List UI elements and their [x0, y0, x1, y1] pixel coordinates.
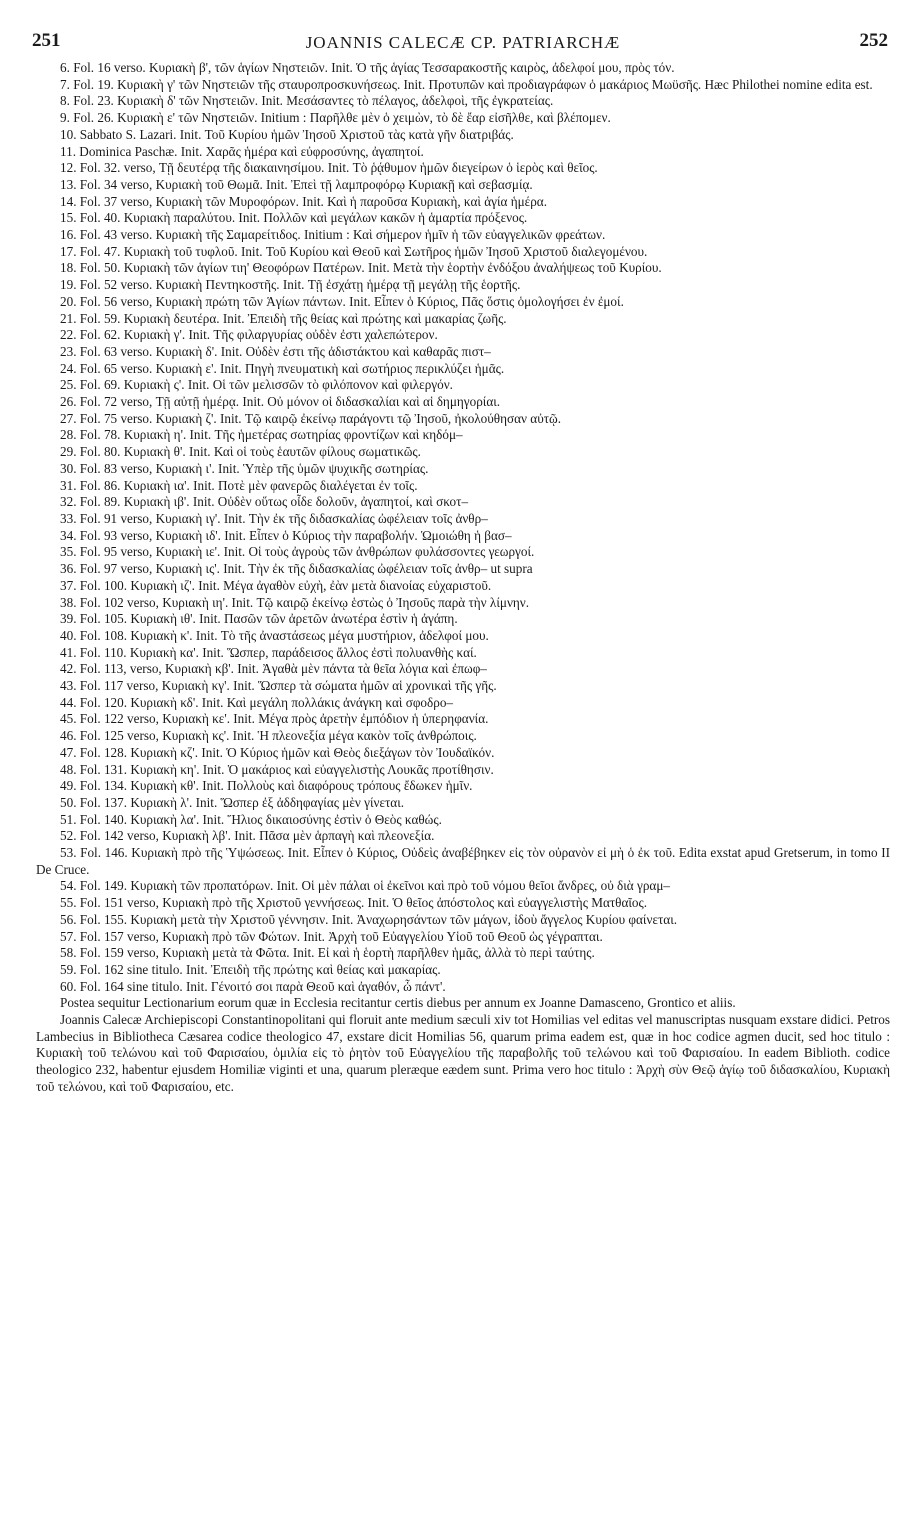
- postscript-paragraph: Postea sequitur Lectionarium eorum quæ in Ecclesia recitantur certis diebus per annum ex Joanne Damasceno, Grontico et aliis.: [60, 995, 736, 1011]
- homily-entry: 31. Fol. 86. Κυριακὴ ια'. Init. Ποτὲ μὲν φανερῶς διαλέγεται ἐν τοῖς.: [60, 477, 418, 493]
- homily-entry: 46. Fol. 125 verso, Κυριακὴ κς'. Init. Ἡ πλεονεξία μέγα κακὸν τοῖς ἀνθρώποις.: [60, 728, 477, 744]
- homily-entry: 49. Fol. 134. Κυριακὴ κθ'. Init. Πολλοὺς καὶ διαφόρους τρόπους ἔδωκεν ἡμῖν.: [60, 778, 473, 794]
- homily-entry: 6. Fol. 16 verso. Κυριακὴ β', τῶν ἁγίων Νηστειῶν. Init. Ὁ τῆς ἁγίας Τεσσαρακοστῆς καιρὸς, ἀδελφοί μου, πρὸς τόν.: [60, 60, 675, 75]
- homily-entry: 9. Fol. 26. Κυριακὴ ε' τῶν Νηστειῶν. Initium : Παρῆλθε μὲν ὁ χειμὼν, τὸ δὲ ἔαρ εἰσῆλθε, καὶ βλέπομεν.: [60, 110, 611, 126]
- homily-entry: 19. Fol. 52 verso. Κυριακὴ Πεντηκοστῆς. Init. Τῇ ἐσχάτῃ ἡμέρᾳ τῇ μεγάλῃ τῆς ἑορτῆς.: [60, 277, 521, 293]
- postscript-paragraph: Joannis Calecæ Archiepiscopi Constantinopolitani qui floruit ante medium sæculi xiv tot Homilias vel editas vel manuscriptas nusquam exstare didici. Petros Lambecius in Bibliotheca Cæsarea codice theologico 47, exstare dicit Homilias 56, quarum prima eadem est, quæ in hoc codice agmen ducit, sed hoc titulo : Κυριακὴ τοῦ τελώνου καὶ τοῦ Φαρισαίου, ὁμιλία εἰς τὸ ῥητὸν τοῦ Εὐαγγελίου τῆς παραβολῆς τοῦ τελώνου καὶ τοῦ Φαρισαίου. In eadem Biblioth. codice theologico 232, habentur ejusdem Homiliæ viginti et una, quarum pleræque eædem sunt. Prima vero hoc titulo : Ἀρχὴ σὺν Θεῷ ἁγίῳ τοῦ διδασκαλίου, Κυριακὴ τοῦ τελώνου, καὶ τοῦ Φαρισαίου, etc.: [36, 1012, 890, 1094]
- homily-entry: 52. Fol. 142 verso, Κυριακὴ λβ'. Init. Πᾶσα μὲν ἁρπαγὴ καὶ πλεονεξία.: [60, 828, 435, 844]
- homily-entry: 43. Fol. 117 verso, Κυριακὴ κγ'. Init. Ὥσπερ τὰ σώματα ἡμῶν αἱ χρονικαὶ τῆς γῆς.: [60, 678, 497, 694]
- homily-entry: 32. Fol. 89. Κυριακὴ ιβ'. Init. Οὐδὲν οὕτως οἶδε δολοῦν, ἀγαπητοί, καὶ σκοτ–: [60, 494, 469, 510]
- running-title: JOANNIS CALECÆ CP. PATRIARCHÆ: [305, 33, 621, 52]
- homily-entry: 60. Fol. 164 sine titulo. Init. Γένοιτό σοι παρὰ Θεοῦ καὶ ἀγαθόν, ὦ πάντ'.: [60, 978, 446, 994]
- homily-entry: 45. Fol. 122 verso, Κυριακὴ κε'. Init. Μέγα πρὸς ἀρετὴν ἐμπόδιον ἡ ὑπερηφανία.: [60, 711, 489, 727]
- homily-entry: 20. Fol. 56 verso, Κυριακὴ πρώτη τῶν Ἁγίων πάντων. Init. Εἶπεν ὁ Κύριος, Πᾶς ὅστις ὁμολογήσει ἐν ἐμοί.: [60, 293, 624, 309]
- homily-entry: 36. Fol. 97 verso, Κυριακὴ ις'. Init. Τὴν ἐκ τῆς διδασκαλίας ὠφέλειαν τοῖς ἀνθρ– ut supra: [60, 561, 533, 577]
- homily-entry: 41. Fol. 110. Κυριακὴ κα'. Init. Ὥσπερ, παράδεισος ἄλλος ἐστὶ πολυανθὴς καί.: [60, 644, 477, 660]
- homily-entry: 10. Sabbato S. Lazari. Init. Τοῦ Κυρίου ἡμῶν Ἰησοῦ Χριστοῦ τὰς κατὰ γῆν διατριβάς.: [60, 126, 514, 142]
- homily-entry: 55. Fol. 151 verso, Κυριακὴ πρὸ τῆς Χριστοῦ γεννήσεως. Init. Ὁ θεῖος ἀπόστολος καὶ εὐαγγελιστὴς Ματθαῖος.: [60, 895, 648, 911]
- homily-entry: 15. Fol. 40. Κυριακὴ παραλύτου. Init. Πολλῶν καὶ μεγάλων κακῶν ἡ ἁμαρτία πρόξενος.: [60, 210, 528, 226]
- homily-entry: 26. Fol. 72 verso, Τῇ αὐτῇ ἡμέρᾳ. Init. Οὐ μόνον οἱ διδασκαλίαι καὶ αἱ δημηγορίαι.: [60, 394, 501, 410]
- postscript: [36, 995, 890, 1095]
- homily-entry: 23. Fol. 63 verso. Κυριακὴ δ'. Init. Οὐδὲν ἐστι τῆς ἀδιστάκτου καὶ καθαρᾶς πιστ–: [60, 343, 491, 359]
- homily-entry: 25. Fol. 69. Κυριακὴ ς'. Init. Οἱ τῶν μελισσῶν τὸ φιλόπονον καὶ φιλεργόν.: [60, 377, 453, 393]
- homily-entry: 11. Dominica Paschæ. Init. Χαρᾶς ἡμέρα καὶ εὐφροσύνης, ἀγαπητοί.: [60, 143, 424, 159]
- homily-entry: 56. Fol. 155. Κυριακὴ μετὰ τὴν Χριστοῦ γέννησιν. Init. Ἀναχωρησάντων τῶν μάγων, ἰδοὺ ἄγγελος Κυρίου φαίνεται.: [60, 911, 678, 927]
- homily-entry: 21. Fol. 59. Κυριακὴ δευτέρα. Init. Ἐπειδὴ τῆς θείας καὶ πρώτης καὶ μακαρίας ζωῆς.: [60, 310, 507, 326]
- homily-entry: 51. Fol. 140. Κυριακὴ λα'. Init. Ἥλιος δικαιοσύνης ἐστὶν ὁ Θεὸς καθώς.: [60, 811, 442, 827]
- homily-list: [36, 60, 890, 995]
- homily-entry: 30. Fol. 83 verso, Κυριακὴ ι'. Init. Ὑπὲρ τῆς ὑμῶν ψυχικῆς σωτηρίας.: [60, 460, 429, 476]
- homily-entry: 58. Fol. 159 verso, Κυριακὴ μετὰ τὰ Φῶτα. Init. Εἰ καὶ ἡ ἑορτὴ παρῆλθεν ἡμᾶς, ἀλλὰ τὸ περὶ ταύτης.: [60, 945, 595, 961]
- homily-entry: 8. Fol. 23. Κυριακὴ δ' τῶν Νηστειῶν. Init. Μεσάσαντες τὸ πέλαγος, ἀδελφοὶ, τῆς ἐγκρατείας.: [60, 93, 554, 109]
- homily-entry: 39. Fol. 105. Κυριακὴ ιθ'. Init. Πασῶν τῶν ἀρετῶν ἀνωτέρα ἐστὶν ἡ ἀγάπη.: [60, 611, 458, 627]
- running-head: [32, 30, 890, 58]
- homily-entry: 38. Fol. 102 verso, Κυριακὴ ιη'. Init. Τῷ καιρῷ ἐκείνῳ ἑστὼς ὁ Ἰησοῦς παρὰ τὴν λίμνην.: [60, 594, 530, 610]
- homily-entry: 27. Fol. 75 verso. Κυριακὴ ζ'. Init. Τῷ καιρῷ ἐκείνῳ παράγοντι τῷ Ἰησοῦ, ἠκολούθησαν αὐτῷ.: [60, 410, 562, 426]
- homily-entry: 17. Fol. 47. Κυριακὴ τοῦ τυφλοῦ. Init. Τοῦ Κυρίου καὶ Θεοῦ καὶ Σωτῆρος ἡμῶν Ἰησοῦ Χριστοῦ διαλεγομένου.: [60, 243, 648, 259]
- page-number-right: 252: [859, 30, 888, 51]
- homily-entry: 59. Fol. 162 sine titulo. Init. Ἐπειδὴ τῆς πρώτης καὶ θείας καὶ μακαρίας.: [60, 961, 441, 977]
- homily-entry: 50. Fol. 137. Κυριακὴ λ'. Init. Ὥσπερ ἐξ ἀδδηφαγίας μὲν γίνεται.: [60, 794, 405, 810]
- homily-entry: 35. Fol. 95 verso, Κυριακὴ ιε'. Init. Οἱ τοὺς ἀγροὺς τῶν ἀνθρώπων φυλάσσοντες γεωργοί.: [60, 544, 535, 560]
- homily-entry: 18. Fol. 50. Κυριακὴ τῶν ἁγίων τιη' Θεοφόρων Πατέρων. Init. Μετὰ τὴν ἑορτὴν ἐνδόξου ἀναλήψεως τοῦ Κυρίου.: [60, 260, 662, 276]
- homily-entry: 24. Fol. 65 verso. Κυριακὴ ε'. Init. Πηγὴ πνευματικὴ καὶ σωτήριος περικλύζει ἡμᾶς.: [60, 360, 505, 376]
- homily-entry: 12. Fol. 32. verso, Τῇ δευτέρᾳ τῆς διακαινησίμου. Init. Τὸ ῥᾴθυμον ἡμῶν διεγείρων ὁ ἱερὸς καὶ θεῖος.: [60, 160, 598, 176]
- homily-entry: 40. Fol. 108. Κυριακὴ κ'. Init. Τὸ τῆς ἀναστάσεως μέγα μυστήριον, ἀδελφοί μου.: [60, 627, 489, 643]
- homily-entry: 57. Fol. 157 verso, Κυριακὴ πρὸ τῶν Φώτων. Init. Ἀρχὴ τοῦ Εὐαγγελίου Υἱοῦ τοῦ Θεοῦ ὡς γέγραπται.: [60, 928, 603, 944]
- homily-entry: 13. Fol. 34 verso, Κυριακὴ τοῦ Θωμᾶ. Init. Ἐπεὶ τῇ λαμπροφόρῳ Κυριακῇ καὶ σεβασμίᾳ.: [60, 176, 533, 192]
- homily-entry: 29. Fol. 80. Κυριακὴ θ'. Init. Καὶ οἱ τοὺς ἑαυτῶν φίλους σωματικῶς.: [60, 444, 421, 460]
- homily-entry: 16. Fol. 43 verso. Κυριακὴ τῆς Σαμαρείτιδος. Initium : Καὶ σήμερον ἡμῖν ἡ τῶν εὐαγγελικῶν φρεάτων.: [60, 227, 606, 243]
- homily-entry: 44. Fol. 120. Κυριακὴ κδ'. Init. Καὶ μεγάλη πολλάκις ἀνάγκη καὶ σφοδρο–: [60, 694, 454, 710]
- homily-entry: 47. Fol. 128. Κυριακὴ κζ'. Init. Ὁ Κύριος ἡμῶν καὶ Θεὸς διεξάγων τὸν Ἰουδαϊκόν.: [60, 744, 495, 760]
- homily-entry: 14. Fol. 37 verso, Κυριακὴ τῶν Μυροφόρων. Init. Καὶ ἡ παροῦσα Κυριακὴ, καὶ ἁγία ἡμέρα.: [60, 193, 547, 209]
- homily-entry: 53. Fol. 146. Κυριακὴ πρὸ τῆς Ὑψώσεως. Init. Εἶπεν ὁ Κύριος, Οὐδεὶς ἀναβέβηκεν εἰς τὸν οὐρανὸν εἰ μὴ ὁ ἐκ τοῦ. Edita exstat apud Gretserum, in tomo II De Cruce.: [36, 845, 890, 877]
- homily-entry: 22. Fol. 62. Κυριακὴ γ'. Init. Τῆς φιλαργυρίας οὐδὲν ἐστι χαλεπώτερον.: [60, 327, 438, 343]
- homily-entry: 48. Fol. 131. Κυριακὴ κη'. Init. Ὁ μακάριος καὶ εὐαγγελιστὴς Λουκᾶς προτίθησιν.: [60, 761, 494, 777]
- page-number-left: 251: [32, 30, 61, 51]
- homily-entry: 33. Fol. 91 verso, Κυριακὴ ιγ'. Init. Τὴν ἐκ τῆς διδασκαλίας ὠφέλειαν τοῖς ἀνθρ–: [60, 510, 488, 526]
- homily-entry: 7. Fol. 19. Κυριακὴ γ' τῶν Νηστειῶν τῆς σταυροπροσκυνήσεως. Init. Προτυπῶν καὶ προδιαγράφων ὁ μακάριος Μωϋσῆς. Hæc Philothei nomine edita est.: [60, 76, 873, 92]
- homily-entry: 34. Fol. 93 verso, Κυριακὴ ιδ'. Init. Εἶπεν ὁ Κύριος τὴν παραβολήν. Ὡμοιώθη ἡ βασ–: [60, 527, 512, 543]
- homily-entry: 28. Fol. 78. Κυριακὴ η'. Init. Τῆς ἡμετέρας σωτηρίας φροντίζων καὶ κηδόμ–: [60, 427, 463, 443]
- homily-entry: 42. Fol. 113, verso, Κυριακὴ κβ'. Init. Ἀγαθὰ μὲν πάντα τὰ θεῖα λόγια καὶ ἐπωφ–: [60, 661, 487, 677]
- homily-entry: 54. Fol. 149. Κυριακὴ τῶν προπατόρων. Init. Οἱ μὲν πάλαι οἱ ἐκεῖνοι καὶ πρὸ τοῦ νόμου θεῖοι ἄνδρες, οὐ διὰ γραμ–: [60, 878, 670, 894]
- homily-entry: 37. Fol. 100. Κυριακὴ ιζ'. Init. Μέγα ἀγαθὸν εὐχὴ, ἐὰν μετὰ διανοίας εὐχαριστοῦ.: [60, 577, 492, 593]
